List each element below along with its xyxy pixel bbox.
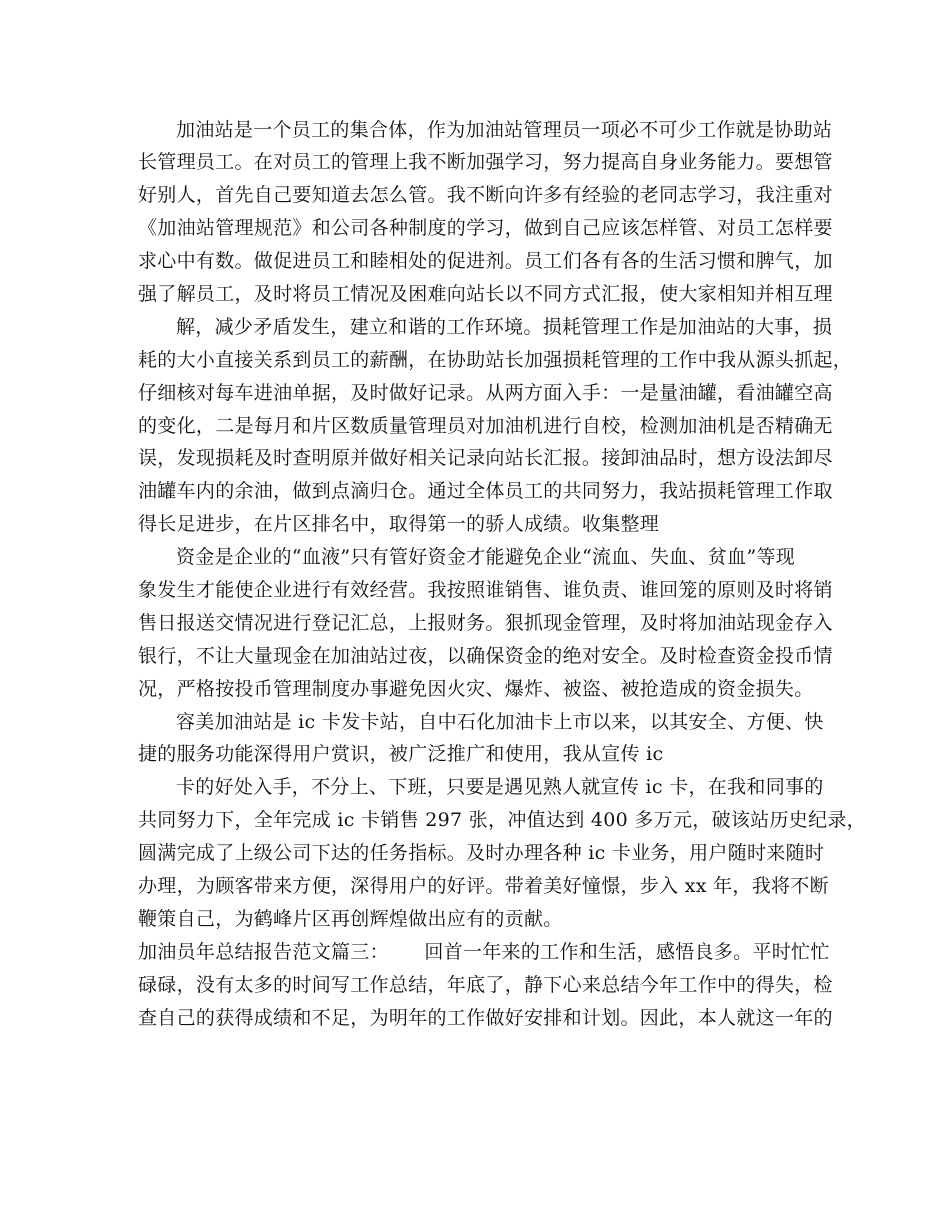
text-line: 查自己的获得成绩和不足，为明年的工作做好安排和计划。因此，本人就这一年的: [138, 1007, 833, 1029]
text-line: 《加油站管理规范》和公司各种制度的学习，做到自己应该怎样管、对员工怎样要: [138, 217, 833, 239]
text-line: 得长足进步，在片区排名中，取得第一的骄人成绩。收集整理: [138, 513, 660, 535]
text-line: 售日报送交情况进行登记汇总，上报财务。狠抓现金管理，及时将加油站现金存入: [138, 612, 833, 634]
text-line: 况，严格按投币管理制度办事避免因火灾、爆炸、被盗、被抢造成的资金损失。: [138, 678, 814, 700]
text-line: 共同努力下，全年完成 ic 卡销售 297 张，冲值达到 400 多万元，破该站历史纪录，: [138, 809, 866, 831]
text-line: 求心中有数。做促进员工和睦相处的促进剂。员工们各有各的生活习惯和脾气，加: [138, 250, 833, 272]
text-line: 鞭策自己，为鹤峰片区再创辉煌做出应有的贡献。: [138, 908, 563, 930]
text-line: 解，减少矛盾发生，建立和谐的工作环境。损耗管理工作是加油站的大事，损: [176, 316, 833, 338]
text-line: 长管理员工。在对员工的管理上我不断加强学习，努力提高自身业务能力。要想管: [138, 151, 833, 173]
text-line: 好别人，首先自己要知道去怎么管。我不断向许多有经验的老同志学习，我注重对: [138, 184, 833, 206]
text-line: 强了解员工，及时将员工情况及困难向站长以不同方式汇报，使大家相知并相互理: [138, 283, 833, 305]
text-line: 仔细核对每车进油单据，及时做好记录。从两方面入手：一是量油罐，看油罐空高: [138, 382, 833, 404]
text-line: 容美加油站是 ic 卡发卡站，自中石化加油卡上市以来，以其安全、方便、快: [176, 711, 824, 733]
text-line: 圆满完成了上级公司下达的任务指标。及时办理各种 ic 卡业务，用户随时来随时: [138, 842, 825, 864]
text-line: 加油站是一个员工的集合体，作为加油站管理员一项必不可少工作就是协助站: [176, 119, 833, 141]
text-line: 误，发现损耗及时查明原并做好相关记录向站长汇报。接卸油品时，想方设法卸尽: [138, 447, 833, 469]
text-line: 银行，不让大量现金在加油站过夜，以确保资金的绝对安全。及时检查资金投币情: [138, 645, 833, 667]
text-line: 象发生才能使企业进行有效经营。我按照谁销售、谁负责、谁回笼的原则及时将销: [138, 579, 833, 601]
text-line: 资金是企业的“血液”只有管好资金才能避免企业“流血、失血、贫血”等现: [176, 546, 796, 568]
text-line: 捷的服务功能深得用户赏识，被广泛推广和使用，我从宣传 ic: [138, 743, 664, 765]
text-line: 加油员年总结报告范文篇三： 回首一年来的工作和生活，感悟良多。平时忙忙: [138, 941, 830, 963]
text-line: 碌碌，没有太多的时间写工作总结，年底了，静下心来总结今年工作中的得失，检: [138, 974, 833, 996]
text-line: 卡的好处入手，不分上、下班，只要是遇见熟人就宣传 ic 卡，在我和同事的: [176, 776, 824, 798]
text-line: 油罐车内的余油，做到点滴归仓。通过全体员工的共同努力，我站损耗管理工作取: [138, 480, 833, 502]
text-line: 办理，为顾客带来方便，深得用户的好评。带着美好憧憬，步入 xx 年，我将不断: [138, 875, 829, 897]
text-line: 的变化，二是每月和片区数质量管理员对加油机进行自校，检测加油机是否精确无: [138, 415, 833, 437]
text-line: 耗的大小直接关系到员工的薪酬，在协助站长加强损耗管理的工作中我从源头抓起，: [138, 349, 853, 371]
